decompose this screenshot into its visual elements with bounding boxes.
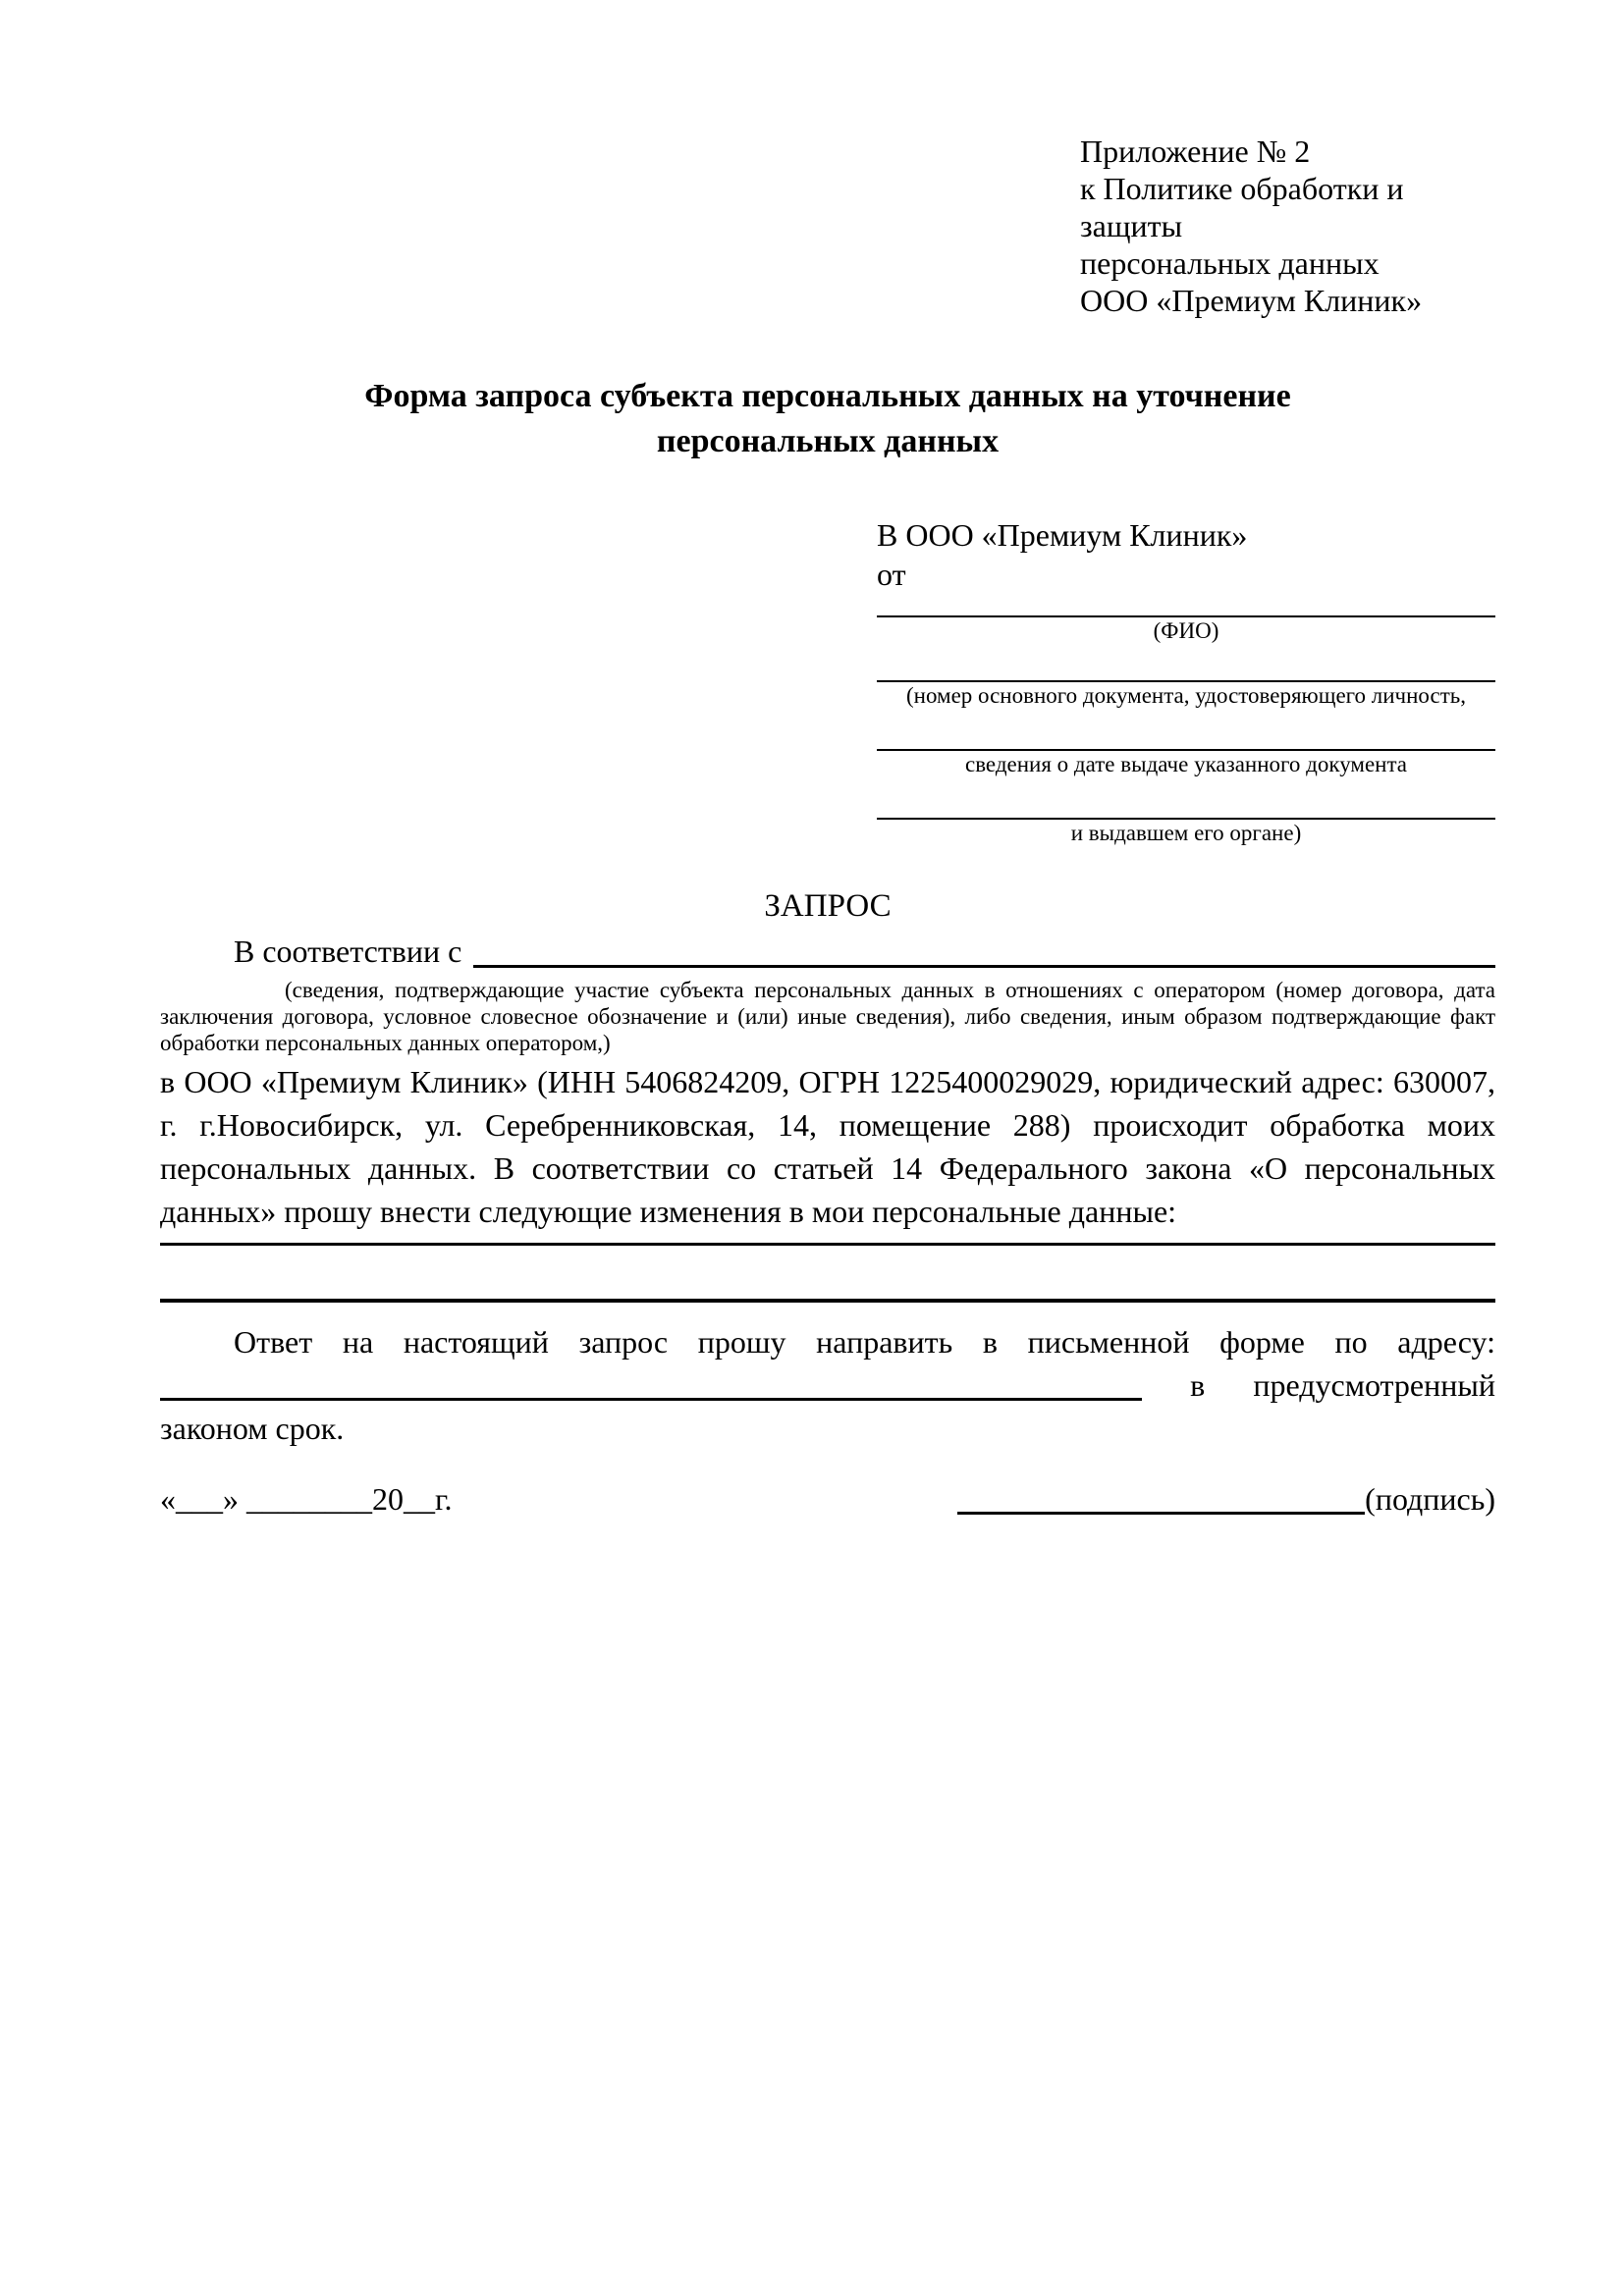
attachment-note-line: к Политике обработки и защиты <box>1080 171 1404 243</box>
issuing-authority-caption: и выдавшем его органе) <box>1070 821 1302 845</box>
response-address-line: Ответ на настоящий запрос прошу направить в письменной форме по адресу: <box>234 1324 1495 1360</box>
request-heading: ЗАПРОС <box>764 888 892 924</box>
issue-date-caption: сведения о дате выдаче указанного документа <box>964 752 1408 776</box>
signature-fill-line <box>957 1512 1365 1515</box>
response-address-fill-row <box>160 1363 1495 1407</box>
address-fill-line <box>160 1398 1142 1401</box>
document-title <box>160 374 1495 464</box>
recipient-from-label: от <box>877 557 906 592</box>
fio-caption: (ФИО) <box>1153 618 1219 643</box>
date-fill-line: «___» ________20__г. <box>160 1481 453 1517</box>
legal-note: (сведения, подтверждающие участие субъекта персональных данных в отношениях с оператором (номер договора, дата заключения договора, условное словесное обозначение и (или) иные сведения), либо сведения, иным образом подтверждающие факт обработки персональных данных оператором,) <box>160 978 1495 1055</box>
attachment-note <box>1080 133 1495 319</box>
date-signature-row <box>160 1477 1495 1521</box>
document-number-caption: (номер основного документа, удостоверяющего личность, <box>905 683 1466 708</box>
response-term-line: законом срок. <box>160 1411 345 1446</box>
intro-text: В соответствии с <box>234 934 462 969</box>
document-title-line1: Форма запроса субъекта персональных данных на уточнение <box>364 378 1291 414</box>
recipient-block <box>877 515 1495 847</box>
signature-caption: (подпись) <box>1365 1481 1495 1517</box>
attachment-note-line: персональных данных <box>1080 245 1380 281</box>
intro-line <box>160 930 1495 973</box>
document-title-line2: персональных данных <box>656 423 1000 459</box>
response-word-predusmotrenny: предусмотренный <box>1253 1367 1495 1403</box>
request-body: в ООО «Премиум Клиник» (ИНН 5406824209, ОГРН 1225400029029, юридический адрес: 630007, г. г.Новосибирск, ул. Серебренниковская, 14, помещение 288) происходит обработка моих персональных данных. В соответствии со статьей 14 Федерального закона «О персональных данных» прошу внести следующие изменения в мои персональные данные: <box>160 1064 1495 1229</box>
intro-fill-line <box>473 930 1495 968</box>
attachment-note-line: ООО «Премиум Клиник» <box>1080 283 1423 318</box>
response-word-v: в <box>1190 1367 1206 1403</box>
changes-fill-line-2 <box>160 1299 1495 1303</box>
attachment-note-line: Приложение № 2 <box>1080 133 1311 169</box>
recipient-to: В ООО «Премиум Клиник» <box>877 517 1248 553</box>
signature-area <box>957 1477 1495 1521</box>
changes-fill-line-1 <box>160 1243 1495 1246</box>
